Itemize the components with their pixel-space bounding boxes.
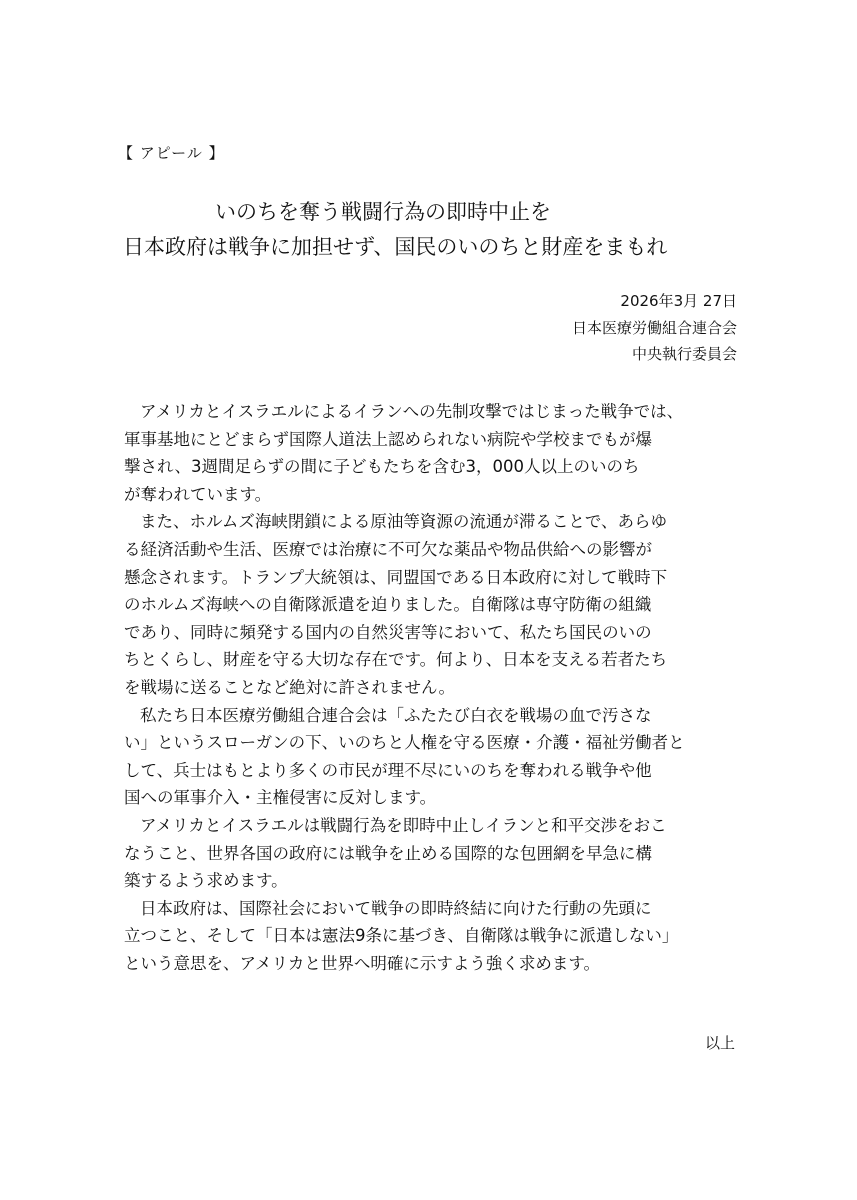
body-line: という意思を、アメリカと世界へ明確に示すよう強く求めます。 [124,953,601,973]
appeal-body [124,398,744,977]
body-line: 築するよう求めます。 [124,871,288,891]
body-line: 立つこと、そして「日本は憲法9条に基づき、自衛隊は戦争に派遣しない」 [124,926,679,946]
body-line: る経済活動や生活、医療では治療に不可欠な薬品や物品供給への影響が [124,539,652,559]
body-line: 私たち日本医療労働組合連合会は「ふたたび白衣を戦場の血で汚さな [140,705,652,725]
body-line: アメリカとイスラエルによるイランへの先制攻撃ではじまった戦争では、 [140,402,684,421]
body-line: 軍事基地にとどまらず国際人道法上認められない病院や学校までもが爆 [124,429,652,449]
closing-mark: 以上 [704,1034,735,1052]
body-line: ちとくらし、財産を守る大切な存在です。何より、日本を支える若者たち [124,650,668,670]
body-line: なうこと、世界各国の政府には戦争を止める国際的な包囲網を早急に構 [124,843,652,863]
title-line-2: 日本政府は戦争に加担せず、国民のいのちと財産をまもれ [123,235,668,259]
body-line: して、兵士はもとより多くの市民が理不尽にいのちを奪われる戦争や他 [124,760,652,780]
body-line: のホルムズ海峡への自衛隊派遣を迫りました。自衛隊は専守防衛の組織 [124,595,652,615]
body-line: 国への軍事介入・主権侵害に反対します。 [124,788,437,808]
issuing-organization: 日本医療労働組合連合会 [571,319,737,337]
appeal-label: 【 アピール 】 [118,144,225,162]
body-line: 撃され、3週間足らずの間に子どもたちを含む3，000人以上のいのち [124,457,640,477]
body-line: い」というスローガンの下、いのちと人権を守る医療・介護・福祉労働者と [124,733,685,753]
document-date: 2026年3月 27日 [620,292,737,310]
body-line: が奪われています。 [124,484,272,504]
body-line: を戦場に送ることなど絶対に許されません。 [124,677,455,697]
body-line: 懸念されます。トランプ大統領は、同盟国である日本政府に対して戦時下 [124,567,668,587]
body-line: アメリカとイスラエルは戦闘行為を即時中止しイランと和平交渉をおこ [140,815,667,835]
body-line: また、ホルムズ海峡閉鎖による原油等資源の流通が滞ることで、あらゆ [140,512,668,532]
issuing-committee: 中央執行委員会 [631,345,737,363]
title-line-1: いのちを奪う戦闘行為の即時中止を [215,200,551,224]
body-line: であり、同時に頻発する国内の自然災害等において、私たち国民のいの [124,622,652,642]
body-line: 日本政府は、国際社会において戦争の即時終結に向けた行動の先頭に [140,898,652,918]
